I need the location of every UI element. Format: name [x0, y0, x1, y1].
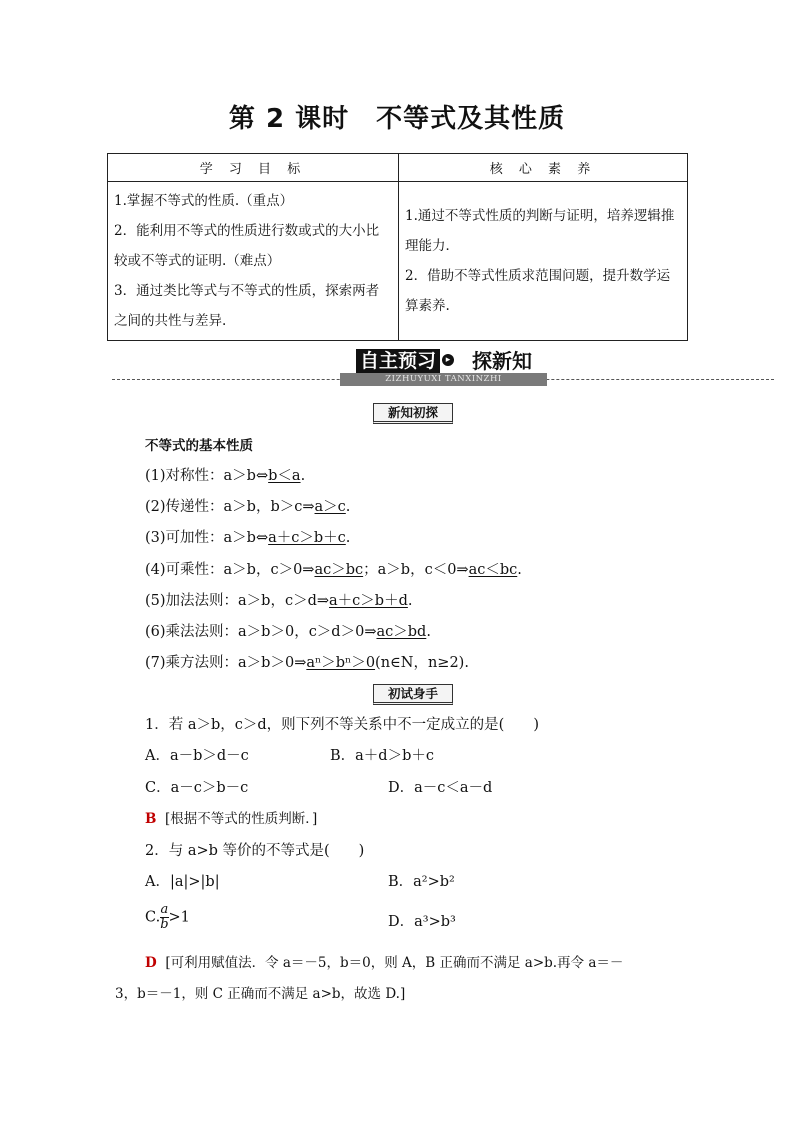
- property-answer: a＞c: [314, 499, 346, 515]
- section-tag-label: 新知初探: [373, 403, 453, 424]
- subsection-heading: 不等式的基本性质: [145, 438, 253, 454]
- property-addition-rule: (5)加法法则：a＞b，c＞d⇒a＋c＞b＋d.: [145, 593, 413, 609]
- property-power-rule: (7)乘方法则：a＞b＞0⇒aⁿ＞bⁿ＞0(n∈N，n≥2).: [145, 655, 469, 671]
- property-answer: a＋c＞b＋d: [329, 593, 408, 609]
- learning-goals-header: 学 习 目 标: [108, 154, 399, 182]
- property-answer: ac＞bc: [314, 562, 364, 578]
- q1-option-a: A．a－b＞d－c: [145, 748, 249, 764]
- q1-answer: [145, 809, 317, 829]
- q1-option-b: B．a＋d＞b＋c: [330, 748, 434, 764]
- answer-explanation: [可利用赋值法．令 a＝－5，b＝0，则 A，B 正确而不满足 a>b.再令 a＝－: [165, 955, 624, 971]
- question-2-stem: 2．与 a>b 等价的不等式是( ): [145, 843, 365, 859]
- section-tag-new-knowledge: [0, 403, 794, 421]
- fraction: $\frac{a}{b}$: [160, 902, 169, 932]
- arrow-icon: ▸: [442, 354, 454, 366]
- property-answer: aⁿ＞bⁿ＞0: [306, 655, 376, 671]
- property-answer: a＋c＞b＋c: [268, 530, 346, 546]
- property-transitivity: (2)传递性：a＞b，b＞c⇒a＞c.: [145, 499, 351, 515]
- q2-option-d: D．a³>b³: [388, 914, 456, 930]
- section-tag-label: 初试身手: [373, 684, 453, 705]
- answer-explanation: [根据不等式的性质判断．]: [165, 811, 318, 827]
- q1-option-c: C．a－c＞b－c: [145, 780, 249, 796]
- property-answer: ac＞bd: [376, 624, 427, 640]
- property-answer: ac＜bc: [468, 562, 518, 578]
- core-competency-cell: [399, 182, 688, 341]
- page-title: 第 2 课时 不等式及其性质: [228, 104, 566, 134]
- q2-answer-continued: 3，b＝－1，则 C 正确而不满足 a>b，故选 D.]: [115, 986, 406, 1002]
- q2-option-b: B．a²>b²: [388, 874, 455, 890]
- learning-goal-item: 2．能利用不等式的性质进行数或式的大小比较或不等式的证明.（难点）: [114, 223, 380, 269]
- question-1-stem: 1．若 a＞b，c＞d，则下列不等关系中不一定成立的是( ): [145, 717, 539, 733]
- banner-right-label: 探新知: [472, 349, 532, 373]
- learning-goal-item: 3．通过类比等式与不等式的性质，探索两者之间的共性与差异.: [114, 283, 380, 329]
- learning-goal-item: 1.掌握不等式的性质.（重点）: [114, 193, 294, 209]
- banner-left-label: 自主预习: [356, 349, 440, 373]
- core-competency-item: 1.通过不等式性质的判断与证明，培养逻辑推理能力．: [405, 208, 675, 254]
- learning-goals-cell: [108, 182, 399, 341]
- q2-answer: [145, 953, 623, 973]
- property-multiplicativity: (4)可乘性：a＞b，c＞0⇒ac＞bc；a＞b，c＜0⇒ac＜bc.: [145, 562, 522, 578]
- q2-option-a: A．|a|>|b|: [145, 874, 220, 890]
- core-competency-item: 2．借助不等式性质求范围问题，提升数学运算素养.: [405, 268, 671, 314]
- property-answer: b＜a: [268, 468, 301, 484]
- q1-option-d: D．a－c＜a－d: [388, 780, 493, 796]
- property-additivity: (3)可加性：a＞b⇔a＋c＞b＋c.: [145, 530, 351, 546]
- q2-option-c: C. $\frac{a}{b}$ >1: [145, 902, 190, 932]
- banner-pinyin: ZIZHUYUXI TANXINZHI: [340, 373, 547, 386]
- section-tag-practice: [0, 684, 794, 702]
- answer-letter: B: [145, 811, 157, 827]
- core-competency-header: 核 心 素 养: [399, 154, 688, 182]
- objectives-table: [107, 153, 688, 341]
- property-symmetry: (1)对称性：a＞b⇔b＜a.: [145, 468, 306, 484]
- answer-letter: D: [145, 955, 157, 971]
- property-multiplication-rule: (6)乘法法则：a＞b＞0，c＞d＞0⇒ac＞bd.: [145, 624, 431, 640]
